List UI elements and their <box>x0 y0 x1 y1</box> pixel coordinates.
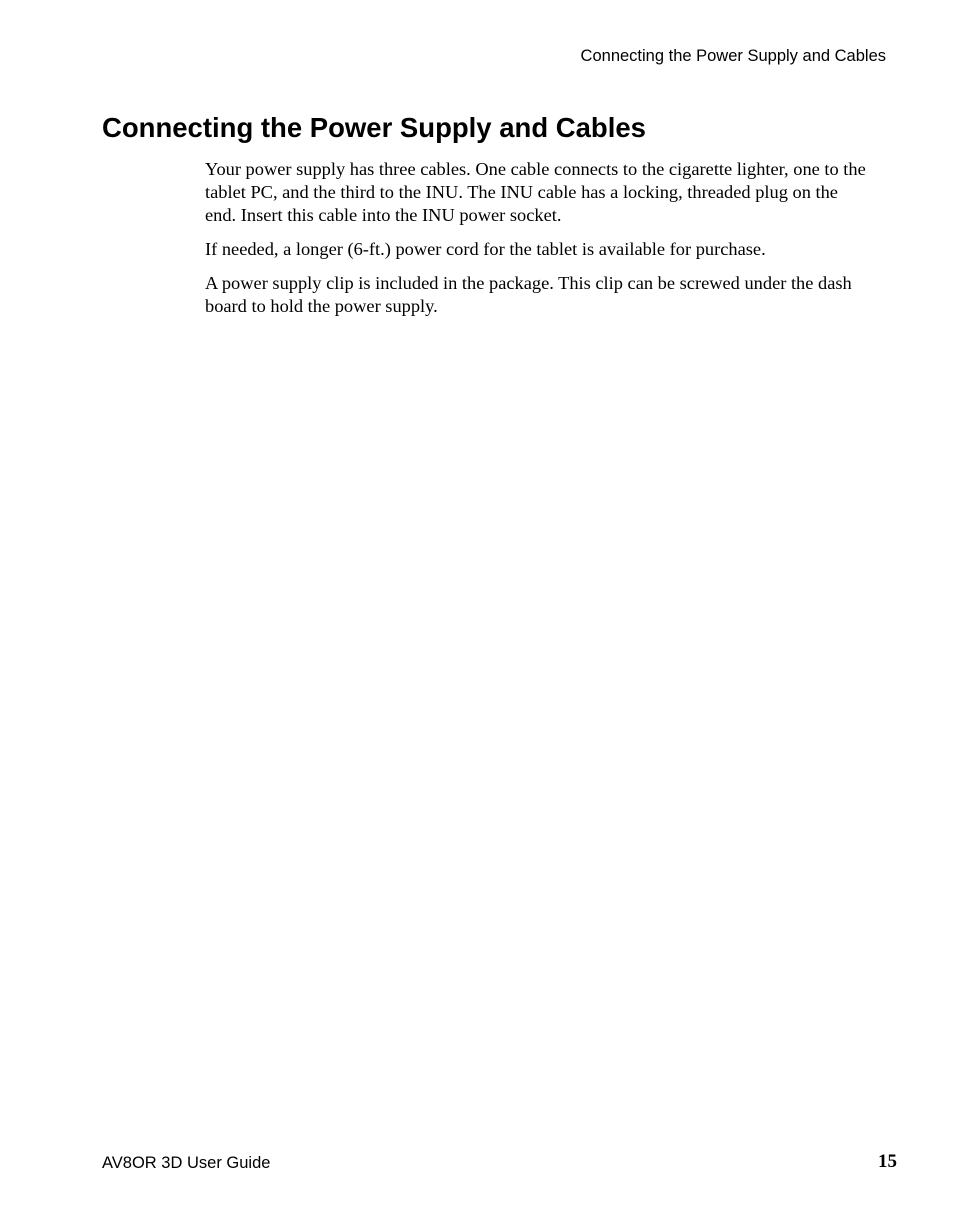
section-title: Connecting the Power Supply and Cables <box>102 112 646 143</box>
footer-document-title: AV8OR 3D User Guide <box>102 1154 271 1172</box>
paragraph-power-supply-cables: Your power supply has three cables. One cable connects to the cigarette lighter, one to the tablet PC, and the third to the INU. The INU cable has a locking, threaded plug on the end. Insert this cable into the INU power socket. <box>205 159 866 225</box>
section-body <box>205 158 873 329</box>
page-number: 15 <box>878 1151 897 1172</box>
paragraph-longer-power-cord: If needed, a longer (6-ft.) power cord for the tablet is available for purchase. <box>205 239 766 259</box>
running-header: Connecting the Power Supply and Cables <box>580 47 886 65</box>
paragraph-power-supply-clip: A power supply clip is included in the package. This clip can be screwed under the dash board to hold the power supply. <box>205 273 852 316</box>
